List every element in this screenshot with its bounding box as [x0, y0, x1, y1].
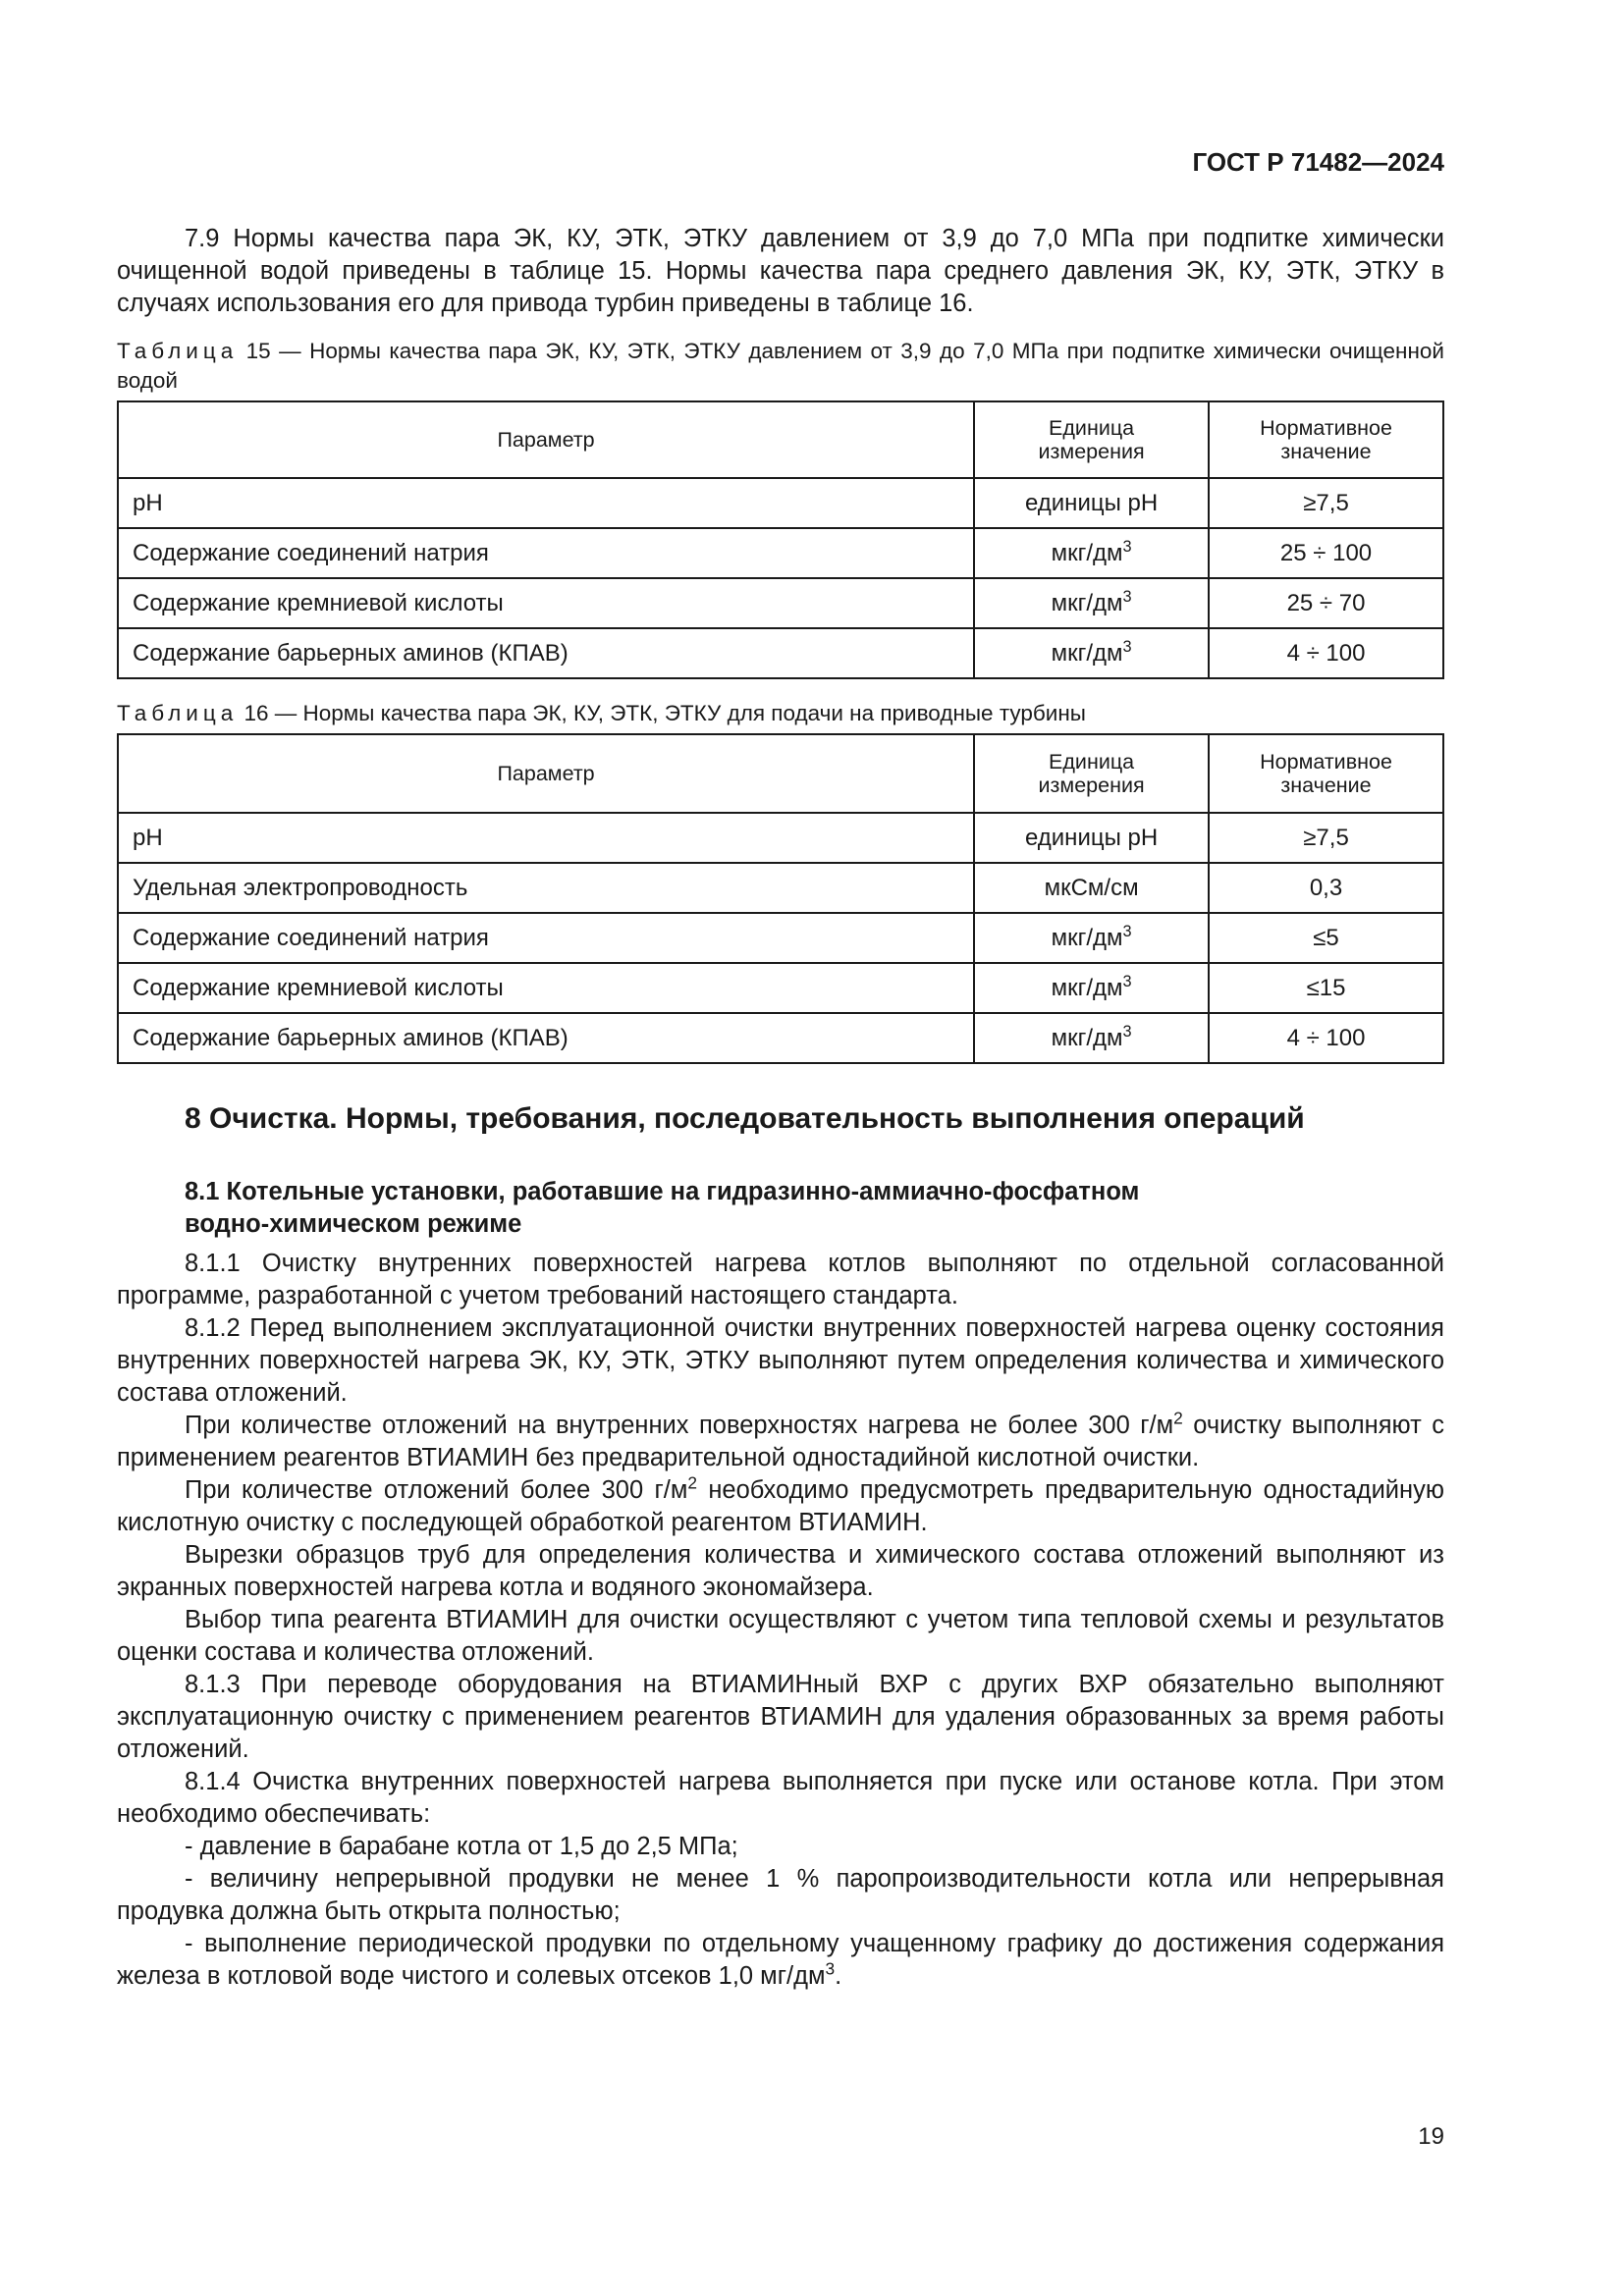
document-code: ГОСТ Р 71482—2024 [1192, 147, 1444, 177]
paragraph-tube-samples: Вырезки образцов труб для определения количества и химического состава отложений выполняют из экранных поверхностей нагрева котла и водяного экономайзера. [117, 1541, 1444, 1601]
header-unit: Единица измерения [974, 401, 1209, 478]
page-number: 19 [1418, 2123, 1444, 2150]
paragraph-7-9: 7.9 Нормы качества пара ЭК, КУ, ЭТК, ЭТКУ давлением от 3,9 до 7,0 МПа при подпитке химически очищенной водой приведены в таблице 15. Нормы качества пара среднего давления ЭК, КУ, ЭТК, ЭТКУ в случаях использования его для привода турбин приведены в таблице 16. [117, 225, 1444, 317]
table-16-label: Таблица [117, 701, 239, 725]
list-item-pressure: - давление в барабане котла от 1,5 до 2,5 МПа; [185, 1833, 738, 1860]
table-header-row [118, 401, 1443, 478]
header-norm: Нормативное значение [1209, 401, 1443, 478]
section-8-heading: 8 Очистка. Нормы, требования, последовательность выполнения операций [185, 1102, 1305, 1135]
cell-value: 0,3 [1209, 863, 1443, 913]
page-content [117, 223, 1444, 1993]
cell-param: Содержание кремниевой кислоты [118, 578, 974, 628]
cell-unit: мкг/$дм^3$ [974, 913, 1209, 963]
table-row [118, 528, 1443, 578]
cell-value: 4 ÷ 100 [1209, 628, 1443, 678]
cell-unit: мкг/$дм^3$ [974, 578, 1209, 628]
cell-value: 25 ÷ 70 [1209, 578, 1443, 628]
cell-value: ≥7,5 [1209, 813, 1443, 863]
cell-unit: единицы pH [974, 478, 1209, 528]
paragraph-deposits-300: При количестве отложений на внутренних поверхностях нагрева не более 300 $г/м^2$ очистку выполняют с применением реагентов ВТИАМИН без предварительной одностадийной кислотной очистки. [117, 1408, 1444, 1471]
paragraph-8-1-3: 8.1.3 При переводе оборудования на ВТИАМИНный ВХР с других ВХР обязательно выполняют эксплуатационную очистку с применением реагентов ВТИАМИН для удаления образованных за время работы отложений. [117, 1671, 1444, 1763]
table-header-row [118, 734, 1443, 813]
cell-param: Содержание соединений натрия [118, 528, 974, 578]
cell-unit: мкг/$дм^3$ [974, 1013, 1209, 1063]
table-row [118, 913, 1443, 963]
table-16 [117, 733, 1444, 1064]
list-item-periodic-blowdown: - выполнение периодической продувки по отдельному учащенному графику до достижения содержания железа в котловой воде чистого и солевых отсеков 1,0 $мг/дм^3$. [117, 1930, 1444, 1990]
table-row [118, 863, 1443, 913]
paragraph-8-1-4: 8.1.4 Очистка внутренних поверхностей нагрева выполняется при пуске или останове котла. При этом необходимо обеспечивать: [117, 1768, 1444, 1828]
list-item-continuous-blowdown: - величину непрерывной продувки не менее 1 % паропроизводительности котла или непрерывная продувка должна быть открыта полностью; [117, 1865, 1444, 1925]
table-row [118, 478, 1443, 528]
table-row [118, 813, 1443, 863]
cell-unit: мкг/$дм^3$ [974, 528, 1209, 578]
table-row [118, 963, 1443, 1013]
cell-param: Содержание соединений натрия [118, 913, 974, 963]
cell-param: Содержание кремниевой кислоты [118, 963, 974, 1013]
cell-value: ≤15 [1209, 963, 1443, 1013]
paragraph-reagent-choice: Выбор типа реагента ВТИАМИН для очистки осуществляют с учетом типа тепловой схемы и результатов оценки состава и количества отложений. [117, 1606, 1444, 1666]
cell-param: pH [118, 813, 974, 863]
header-norm: Нормативное значение [1209, 734, 1443, 813]
cell-param: pH [118, 478, 974, 528]
cell-param: Удельная электропроводность [118, 863, 974, 913]
paragraph-deposits-more-300: При количестве отложений более 300 $г/м^2$ необходимо предусмотреть предварительную одностадийную кислотную очистку с последующей обработкой реагентом ВТИАМИН. [117, 1472, 1445, 1536]
cell-value: ≥7,5 [1209, 478, 1443, 528]
header-param: Параметр [118, 401, 974, 478]
table-15-label: Таблица [117, 339, 239, 363]
cell-unit: мкСм/см [974, 863, 1209, 913]
table-row [118, 1013, 1443, 1063]
paragraph-8-1-1: 8.1.1 Очистку внутренних поверхностей нагрева котлов выполняют по отдельной согласованной программе, разработанной с учетом требований настоящего стандарта. [117, 1250, 1444, 1309]
section-8-body [117, 1248, 1444, 1993]
cell-unit: единицы pH [974, 813, 1209, 863]
cell-param: Содержание барьерных аминов (КПАВ) [118, 628, 974, 678]
table-row [118, 578, 1443, 628]
table-row [118, 628, 1443, 678]
subsection-8-1-heading: 8.1 Котельные установки, работавшие на гидразинно-аммиачно-фосфатном водно-химическом режиме [185, 1178, 1140, 1238]
header-unit: Единица измерения [974, 734, 1209, 813]
table-15-caption-text: 15 — Нормы качества пара ЭК, КУ, ЭТК, ЭТКУ давлением от 3,9 до 7,0 МПа при подпитке химически очищенной водой [117, 339, 1444, 393]
cell-value: 4 ÷ 100 [1209, 1013, 1443, 1063]
paragraph-8-1-2: 8.1.2 Перед выполнением эксплуатационной очистки внутренних поверхностей нагрева оценку состояния внутренних поверхностей нагрева ЭК, КУ, ЭТК, ЭТКУ выполняют путем определения количества и химического состава отложений. [117, 1314, 1444, 1407]
table-15-caption [117, 337, 1444, 396]
header-param: Параметр [118, 734, 974, 813]
table-16-caption-text: 16 — Нормы качества пара ЭК, КУ, ЭТК, ЭТКУ для подачи на приводные турбины [238, 701, 1086, 725]
cell-value: ≤5 [1209, 913, 1443, 963]
table-15 [117, 400, 1444, 679]
cell-unit: мкг/$дм^3$ [974, 963, 1209, 1013]
cell-param: Содержание барьерных аминов (КПАВ) [118, 1013, 974, 1063]
cell-unit: мкг/$дм^3$ [974, 628, 1209, 678]
cell-value: 25 ÷ 100 [1209, 528, 1443, 578]
table-16-caption [117, 699, 1444, 728]
